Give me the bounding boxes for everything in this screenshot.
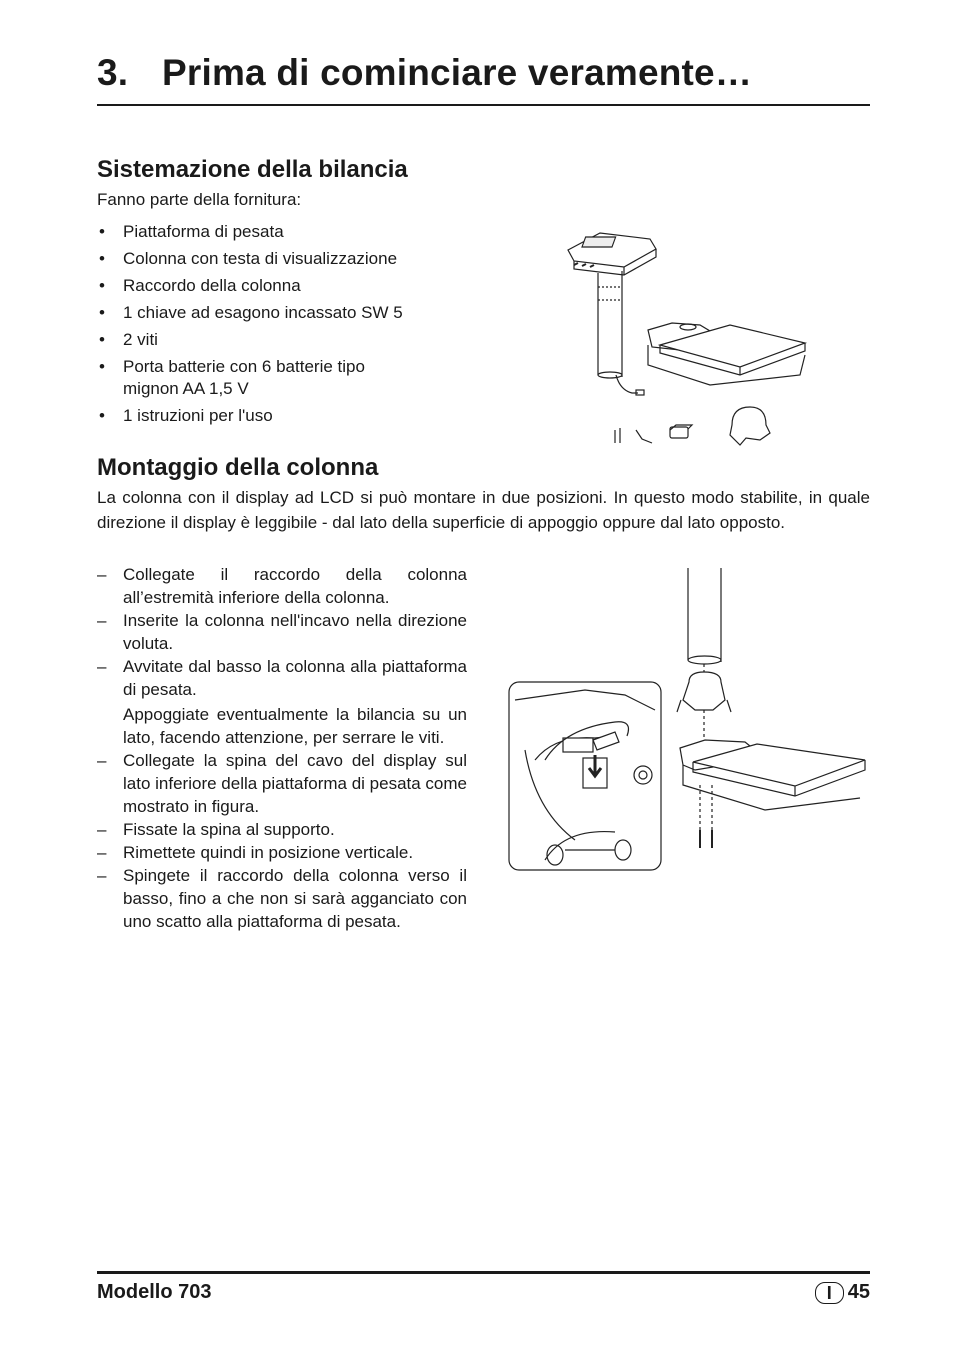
list-item: – Inserite la colonna nell'incavo nella direzione voluta. bbox=[97, 611, 467, 653]
footer-rule bbox=[97, 1271, 870, 1274]
column-assembly-illustration bbox=[505, 560, 875, 880]
chapter-title: Prima di cominciare veramente… bbox=[162, 52, 753, 93]
step-note: Appoggiate eventualmente la bilancia su un lato, facendo attenzione, per serrare le viti. bbox=[123, 705, 467, 747]
list-item: – Avvitate dal basso la colonna alla piattaforma di pesata. Appoggiate eventualmente la bilancia su un lato, facendo attenzione, per serrare le viti. bbox=[97, 657, 467, 747]
list-item: – Collegate il raccordo della colonna all’estremità inferiore della colonna. bbox=[97, 565, 467, 607]
list-item: • 1 chiave ad esagono incassato SW 5 bbox=[97, 302, 403, 324]
list-item: • Raccordo della colonna bbox=[97, 275, 403, 297]
assembly-steps bbox=[97, 563, 467, 933]
list-item: – Spingete il raccordo della colonna verso il basso, fino a che non si sarà agganciato con uno scatto alla piattaforma di pesata. bbox=[97, 866, 467, 931]
list-item: • 1 istruzioni per l'uso bbox=[97, 405, 403, 427]
delivery-list bbox=[97, 221, 403, 432]
column-intro: La colonna con il display ad LCD si può montare in due posizioni. In questo modo stabilite, in quale direzione il display è leggibile - dal lato della superficie di appoggio oppure dal lato opposto. bbox=[97, 488, 870, 532]
list-item: – Rimettete quindi in posizione verticale. bbox=[97, 843, 414, 862]
chapter-number: 3. bbox=[97, 52, 129, 93]
language-badge: I bbox=[815, 1282, 844, 1304]
section-heading-setup: Sistemazione della bilancia bbox=[97, 156, 408, 183]
model-label: Modello 703 bbox=[97, 1281, 212, 1303]
page-marker bbox=[815, 1281, 870, 1304]
section-heading-column: Montaggio della colonna bbox=[97, 454, 379, 481]
list-item: • Piattaforma di pesata bbox=[97, 221, 403, 243]
scale-components-illustration bbox=[560, 225, 820, 450]
delivery-intro: Fanno parte della fornitura: bbox=[97, 190, 302, 209]
list-item: – Collegate la spina del cavo del display sul lato inferiore della piattaforma di pesata come mostrato in figura. bbox=[97, 751, 467, 816]
list-item: • Porta batterie con 6 batterie tipo mignon AA 1,5 V bbox=[97, 356, 383, 400]
list-item: • Colonna con testa di visualizzazione bbox=[97, 248, 403, 270]
header-rule bbox=[97, 104, 870, 106]
list-item: – Fissate la spina al supporto. bbox=[97, 820, 335, 839]
chapter-heading bbox=[97, 52, 752, 94]
list-item: • 2 viti bbox=[97, 329, 403, 351]
page-number: 45 bbox=[847, 1281, 870, 1303]
